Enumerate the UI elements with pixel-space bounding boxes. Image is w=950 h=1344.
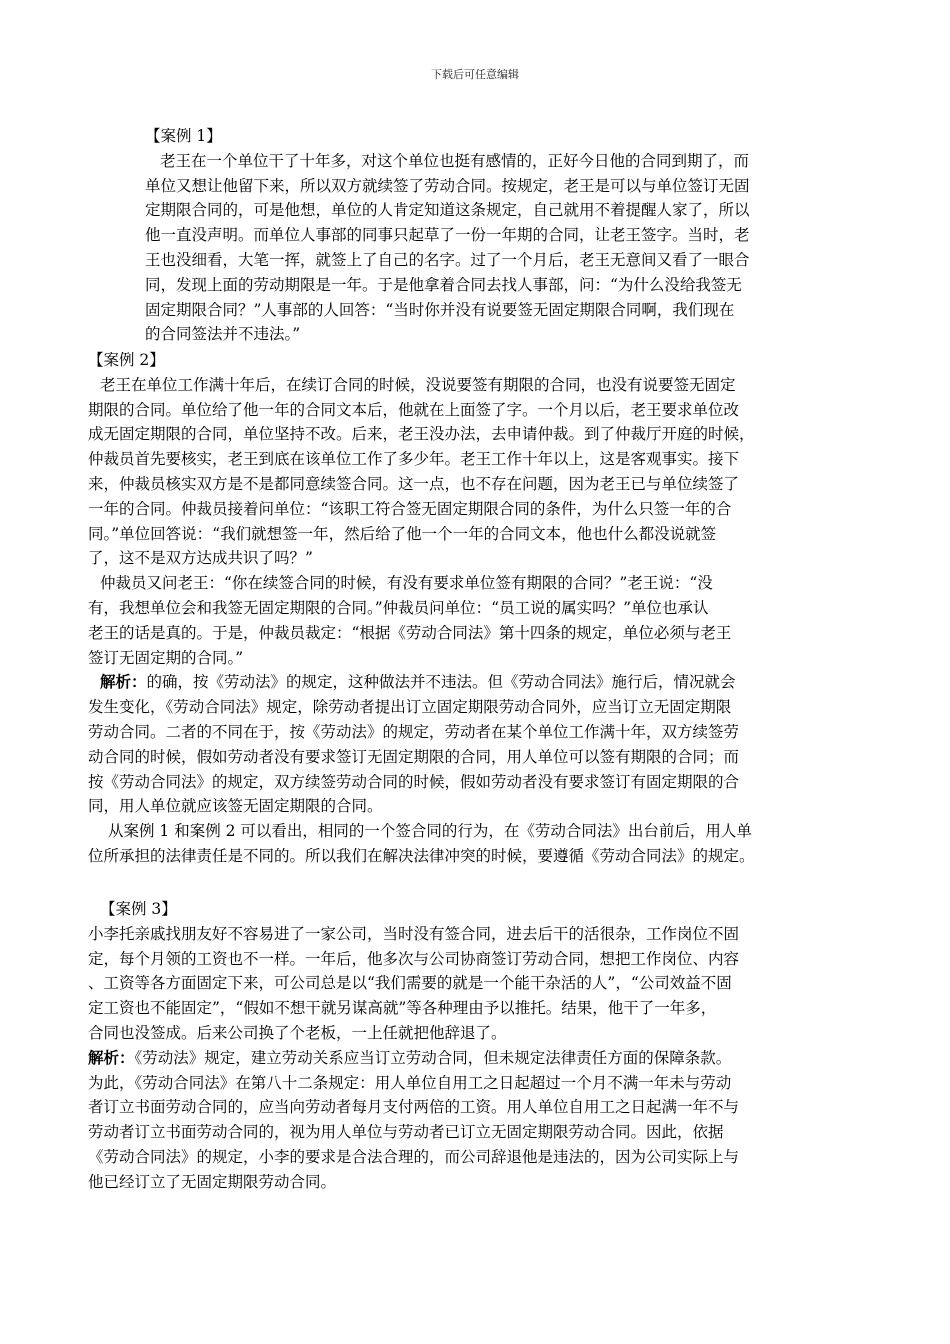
summary-line: 从案例 1 和案例 2 可以看出，相同的一个签合同的行为，在《劳动合同法》出台前后，用人单 xyxy=(108,822,752,841)
case-2-line: 仲裁员又问老王：“你在续签合同的时候，有没有要求单位签有期限的合同？”老王说：“没 xyxy=(100,574,713,593)
case-3-analysis-line: 《劳动合同法》的规定，小李的要求是合法合理的，而公司辞退他是违法的，因为公司实际上与 xyxy=(88,1147,740,1166)
case-2-line: 期限的合同。单位给了他一年的合同文本后，他就在上面签了字。一个月以后，老王要求单位改 xyxy=(88,400,740,419)
case-2-line: 有，我想单位会和我签无固定期限的合同。”仲裁员问单位：“员工说的属实吗？”单位也承认 xyxy=(88,598,709,617)
case-2-line: 来，仲裁员核实双方是不是都同意续签合同。这一点，也不存在问题，因为老王已与单位续签了 xyxy=(88,474,740,493)
case-2-line: 老王的话是真的。于是，仲裁员裁定：“根据《劳动合同法》第十四条的规定，单位必须与老王 xyxy=(88,623,732,642)
case-3-analysis-line: 劳动者订立书面劳动合同的，视为用人单位与劳动者已订立无固定期限劳动合同。因此，依据 xyxy=(88,1123,724,1142)
summary-line: 位所承担的法律责任是不同的。所以我们在解决法律冲突的时候，要遵循《劳动合同法》的规定。 xyxy=(88,846,755,865)
case-3-line: 合同也没签成。后来公司换了个老板，一上任就把他辞退了。 xyxy=(88,1023,507,1042)
analysis-label: 解析： xyxy=(100,672,147,692)
case-3-analysis-line: 者订立书面劳动合同的，应当向劳动者每月支付两倍的工资。用人单位自用工之日起满一年不与 xyxy=(88,1098,740,1117)
case-2-analysis-line xyxy=(88,670,814,695)
case-2-analysis-line: 动合同的时候，假如劳动者没有要求签订无固定期限的合同，用人单位可以签有期限的合同；而 xyxy=(88,747,740,766)
case-2-section xyxy=(88,348,814,869)
case-1-line: 定期限合同的，可是他想，单位的人肯定知道这条规定，自己就用不着提醒人家了，所以 xyxy=(145,201,750,220)
case-2-line: 一年的合同。仲裁员接着问单位：“该职工符合签无固定期限合同的条件，为什么只签一年的合 xyxy=(88,499,732,518)
case-2-line: 同。”单位回答说：“我们就想签一年，然后给了他一个一年的合同文本，他也什么都没说就签 xyxy=(88,524,717,543)
case-3-section xyxy=(88,897,814,1195)
case-1-title: 【案例 1】 xyxy=(145,127,222,145)
case-2-title: 【案例 2】 xyxy=(88,351,165,369)
case-1-line: 固定期限合同？”人事部的人回答：“当时你并没有说要签无固定期限合同啊，我们现在 xyxy=(145,300,735,319)
analysis-label: 解析： xyxy=(88,1047,135,1067)
case-3-analysis-line: 为此，《劳动合同法》在第八十二条规定：用人单位自用工之日起超过一个月不满一年未与劳动 xyxy=(88,1073,732,1092)
case-3-analysis-line: 他已经订立了无固定期限劳动合同。 xyxy=(88,1172,337,1191)
case-1-line: 的合同签法并不违法。” xyxy=(145,325,301,344)
case-2-line: 仲裁员首先要核实，老王到底在该单位工作了多少年。老王工作十年以上，这是客观事实。接下 xyxy=(88,450,740,469)
case-2-analysis-line: 发生变化，《劳动合同法》规定，除劳动者提出订立固定期限劳动合同外，应当订立无固定期限 xyxy=(88,698,732,717)
case-3-line: 、工资等各方面固定下来，可公司总是以“我们需要的就是一个能干杂活的人”，“公司效益不固 xyxy=(88,974,732,993)
case-2-analysis-line: 按《劳动合同法》的规定，双方续签劳动合同的时候，假如劳动者没有要求签订有固定期限的合 xyxy=(88,772,740,791)
case-3-line: 小李托亲戚找朋友好不容易进了一家公司，当时没有签合同，进去后干的活很杂，工作岗位不固 xyxy=(88,924,740,943)
analysis-text: 的确，按《劳动法》的规定，这种做法并不违法。但《劳动合同法》施行后，情况就会 xyxy=(146,673,736,692)
case-1-line: 单位又想让他留下来，所以双方就续签了劳动合同。按规定，老王是可以与单位签订无固 xyxy=(145,176,750,195)
case-1-line: 老王在一个单位干了十年多，对这个单位也挺有感情的，正好今日他的合同到期了，而 xyxy=(160,151,750,170)
case-3-title: 【案例 3】 xyxy=(100,900,177,918)
case-2-line: 签订无固定期的合同。” xyxy=(88,648,244,667)
case-2-analysis-line: 劳动合同。二者的不同在于，按《劳动法》的规定，劳动者在某个单位工作满十年，双方续签劳 xyxy=(88,722,740,741)
case-3-line: 定，每个月领的工资也不一样。一年后，他多次与公司协商签订劳动合同，想把工作岗位、内容 xyxy=(88,949,740,968)
analysis-text: 《劳动法》规定，建立劳动关系应当订立劳动合同，但未规定法律责任方面的保障条款。 xyxy=(134,1048,732,1067)
case-1-line: 王也没细看，大笔一挥，就签上了自己的名字。过了一个月后，老王无意间又看了一眼合 xyxy=(145,250,750,269)
case-1-line: 同，发现上面的劳动期限是一年。于是他拿着合同去找人事部，问：“为什么没给我签无 xyxy=(145,275,742,294)
case-2-analysis-line: 同，用人单位就应该签无固定期限的合同。 xyxy=(88,797,383,816)
case-3-analysis-line xyxy=(88,1046,814,1071)
case-1-section xyxy=(145,124,805,347)
case-2-line: 成无固定期限的合同，单位坚持不改。后来，老王没办法，去申请仲裁。到了仲裁厅开庭的时候， xyxy=(88,425,755,444)
page-header-note: 下载后可任意编辑 xyxy=(431,68,519,81)
case-2-line: 老王在单位工作满十年后，在续订合同的时候，没说要签有期限的合同，也没有说要签无固定 xyxy=(100,375,736,394)
case-2-line: 了，这不是双方达成共识了吗？” xyxy=(88,549,313,568)
case-1-line: 他一直没声明。而单位人事部的同事只起草了一份一年期的合同，让老王签字。当时，老 xyxy=(145,226,750,245)
case-3-line: 定工资也不能固定”，“假如不想干就另谋高就”等各种理由予以推托。结果，他干了一年多， xyxy=(88,999,717,1018)
